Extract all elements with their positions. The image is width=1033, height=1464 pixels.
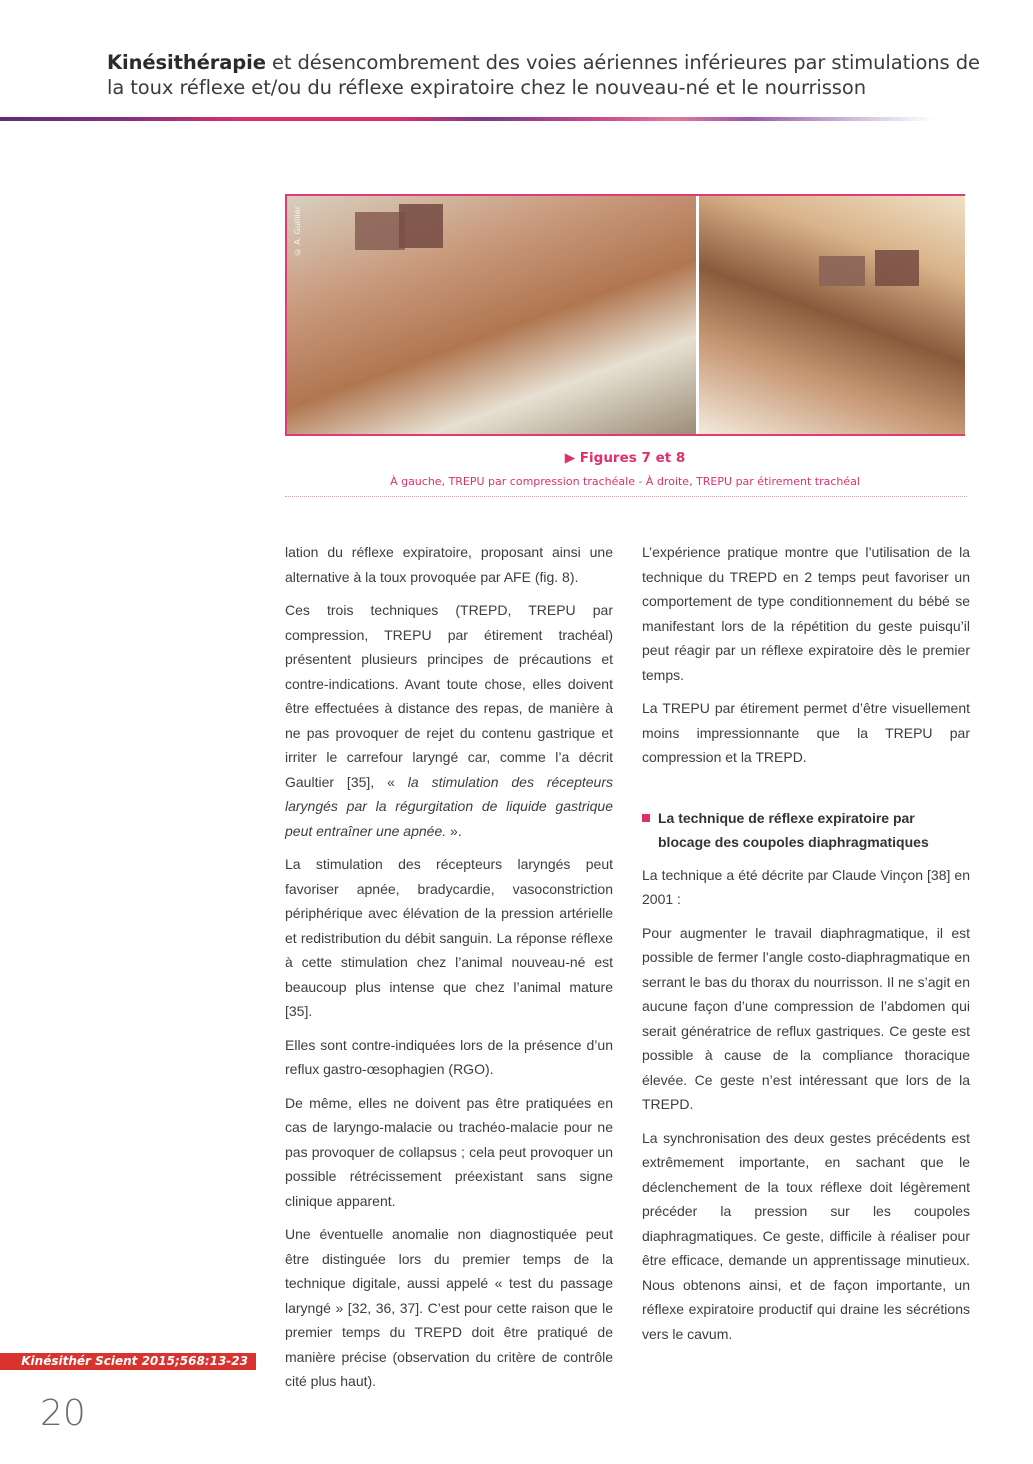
heading-square-bullet-icon [642, 814, 650, 822]
face-blur [875, 250, 919, 286]
header-divider [0, 117, 935, 121]
figure-frame [285, 194, 965, 436]
paragraph: La technique a été décrite par Claude Vinçon [38] en 2001 : [642, 866, 970, 907]
gaultier-quote: la stimulation des récepteurs laryngés par la régurgitation de liquide gastrique peut entraîner une apnée. [285, 773, 614, 839]
figure-title: ▶ Figures 7 et 8 [564, 450, 686, 466]
caption-dotted-divider [285, 496, 967, 497]
section-heading [642, 806, 970, 855]
left-column [285, 540, 613, 1403]
figure-caption: À gauche, TREPU par compression trachéale - À droite, TREPU par étirement trachéal [390, 475, 860, 488]
journal-reference: Kinésithér Scient 2015;568:13-23 [0, 1353, 256, 1370]
photo-tracheal-compression [287, 196, 696, 434]
header-title-bold: Kinésithérapie [107, 51, 266, 74]
paragraph-text: Ces trois techniques (TREPD, TREPU par compression, TREPU par étirement trachéal) présentent plusieurs principes de précautions et contre-indications. Avant toute chose, elles doivent être effectuées à distance des repas, de manière à ne pas provoquer de rejet du contenu gastrique et irriter le carrefour laryngé car, comme l’a décrit Gaultier [35], « [285, 602, 613, 790]
paragraph: La synchronisation des deux gestes précédents est extrêmement importante, en sachant que le déclenchement de la toux réflexe doit légèrement précéder la pression sur les coupoles diaphragmatiques. Ce geste, difficile à réaliser pour être efficace, demande un apprentissage minutieux. Nous obtenons ainsi, et de façon importante, un réflexe expiratoire productif qui draine les sécrétions vers le cavum. [642, 1129, 970, 1342]
header-title-rest: et désencombrement des voies aériennes inférieures par stimulations de la toux réflexe et/ou du réflexe expiratoire chez le nouveau-né et le nourrisson [107, 51, 980, 99]
face-blur [399, 204, 443, 248]
paragraph [285, 598, 613, 843]
paragraph-text-end: ». [446, 822, 462, 839]
face-blur [819, 256, 865, 286]
section-heading-text: La technique de réflexe expiratoire par blocage des coupoles diaphragmatiques [658, 809, 929, 850]
paragraph: Pour augmenter le travail diaphragmatique, il est possible de fermer l’angle costo-diaphragmatique en serrant le bas du thorax du nourrisson. Il ne s’agit en aucune façon d’une compression de l’abdomen qui serait génératrice de reflux gastriques. Ce geste est possible à cause de la compliance thoracique élevée. Ce geste n’est intéressant que lors de la TREPD. [642, 924, 970, 1112]
right-column [642, 540, 970, 1355]
page-header-title [107, 50, 987, 100]
face-blur [355, 212, 405, 250]
paragraph: De même, elles ne doivent pas être pratiquées en cas de laryngo-malacie ou trachéo-malacie pour ne pas provoquer de collapsus ; cela peut provoquer un possible rétrécissement préexistant sans signe clinique apparent. [285, 1094, 613, 1209]
paragraph: Une éventuelle anomalie non diagnostiquée peut être distinguée lors du premier temps de la technique digitale, aussi appelé « test du passage laryngé » [32, 36, 37]. C’est pour cette raison que le premier temps du TREPD doit être pratiqué de manière précise (observation du critère de contrôle cité plus haut). [285, 1226, 613, 1389]
photo-credit: © A. Guillier [293, 206, 302, 257]
paragraph: Elles sont contre-indiquées lors de la présence d’un reflux gastro-œsophagien (RGO). [285, 1036, 613, 1077]
photo-tracheal-stretch [699, 196, 965, 434]
paragraph: La TREPU par étirement permet d’être visuellement moins impressionnante que la TREPU par compression et la TREPD. [642, 700, 970, 765]
page-number: 20 [40, 1393, 86, 1434]
paragraph: L’expérience pratique montre que l’utilisation de la technique du TREPD en 2 temps peut favoriser un comportement de type conditionnement du bébé se manifestant lors de la répétition du geste puisqu’il peut réagir par un réflexe expiratoire dès le premier temps. [642, 544, 970, 683]
paragraph: La stimulation des récepteurs laryngés peut favoriser apnée, bradycardie, vasoconstriction périphérique avec élévation de la pression artérielle et redistribution du débit sanguin. La réponse réflexe à cette stimulation chez l’animal nouveau-né est beaucoup plus intense que chez l’animal mature [35]. [285, 856, 613, 1019]
paragraph: lation du réflexe expiratoire, proposant ainsi une alternative à la toux provoquée par AFE (fig. 8). [285, 544, 613, 585]
